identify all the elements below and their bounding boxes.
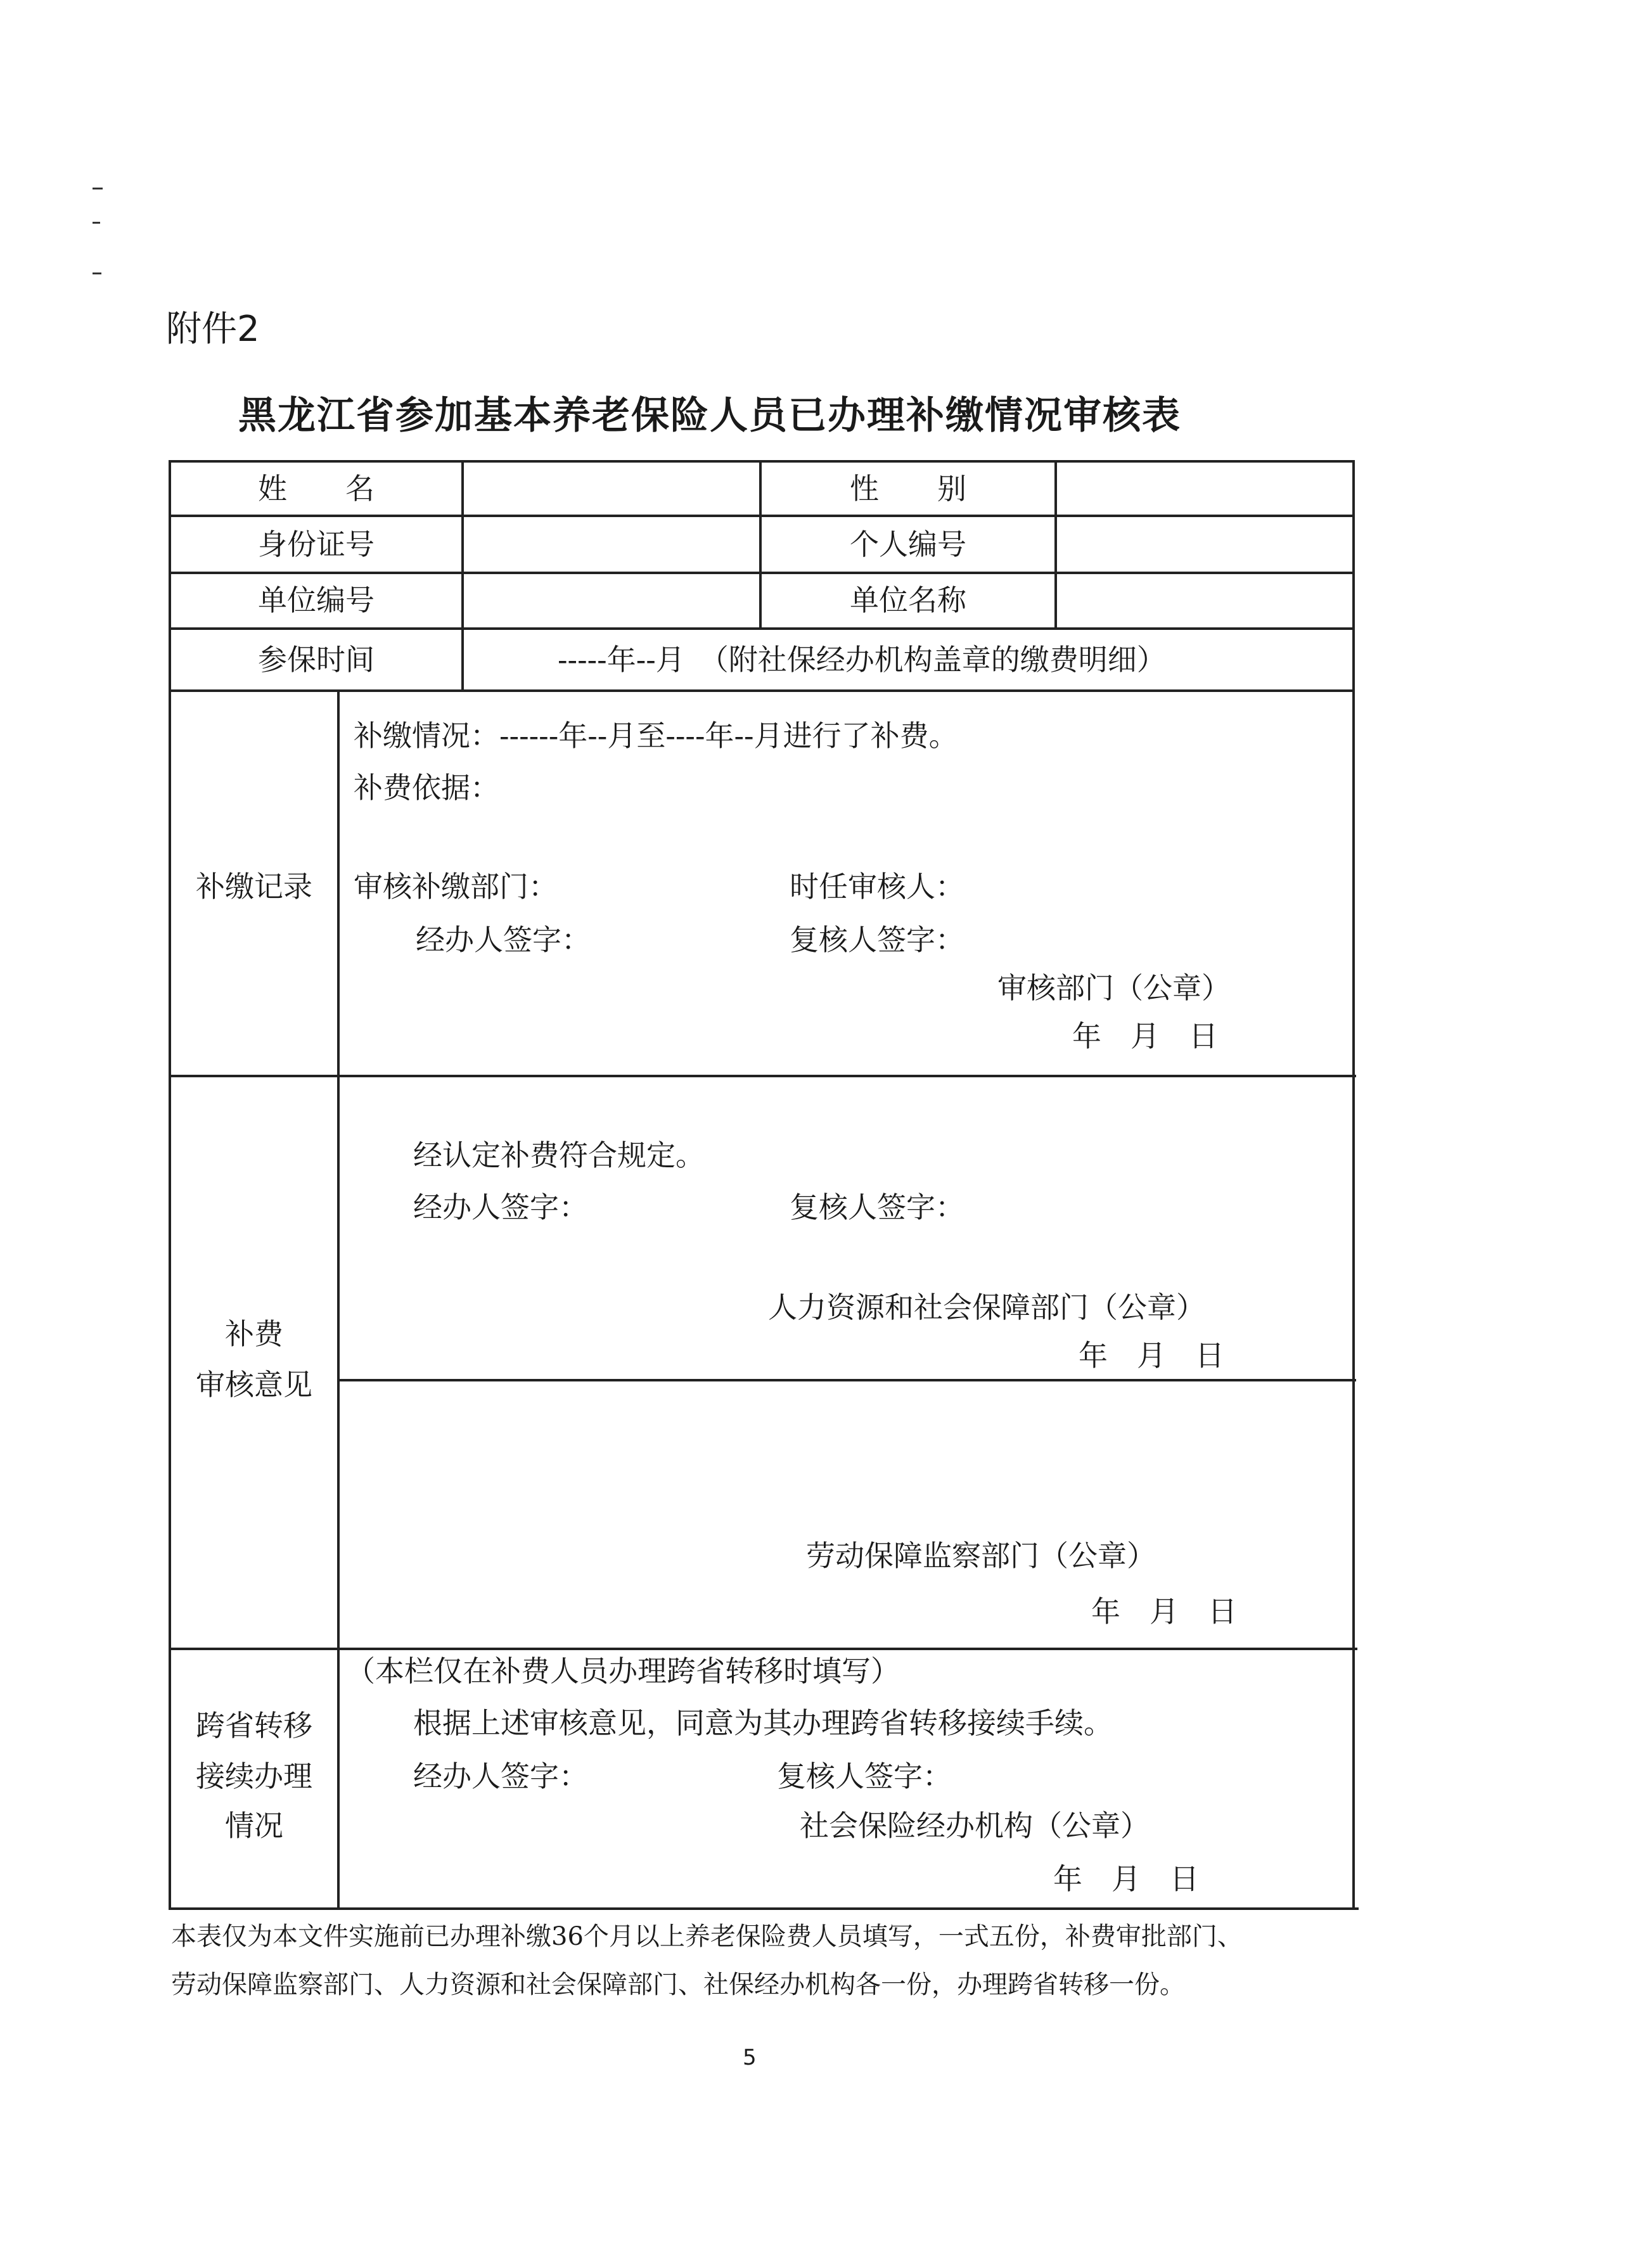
table-line bbox=[338, 1379, 1356, 1381]
id-number-field[interactable] bbox=[464, 517, 759, 572]
scan-mark bbox=[93, 188, 103, 189]
table-line bbox=[169, 1075, 1356, 1077]
audit-dept-label: 审核补缴部门： bbox=[354, 869, 558, 904]
attachment-label: 附件2 bbox=[166, 309, 260, 350]
audit-opinion-label-line1: 补费 bbox=[225, 1317, 283, 1351]
supplement-record-label: 补缴记录 bbox=[196, 869, 312, 904]
handler-sign-label: 经办人签字： bbox=[413, 1759, 588, 1793]
transfer-agreement: 根据上述审核意见，同意为其办理跨省转移接续手续。 bbox=[413, 1706, 1113, 1740]
handler-sign-label: 经办人签字： bbox=[416, 923, 591, 957]
transfer-label-line3: 情况 bbox=[225, 1809, 283, 1843]
table-line bbox=[171, 1907, 1359, 1910]
gender-field[interactable] bbox=[1057, 463, 1352, 515]
unit-name-field[interactable] bbox=[1057, 574, 1352, 627]
transfer-date-label: 年 月 日 bbox=[1053, 1862, 1199, 1896]
transfer-note: （本栏仅在补费人员办理跨省转移时填写） bbox=[346, 1654, 900, 1688]
supplement-basis-label: 补费依据： bbox=[354, 771, 499, 805]
form-title: 黑龙江省参加基本养老保险人员已办理补缴情况审核表 bbox=[238, 394, 1181, 438]
reviewer-sign-label: 复核人签字： bbox=[790, 923, 964, 957]
auditor-label: 时任审核人： bbox=[790, 869, 964, 904]
footnote-line1: 本表仅为本文件实施前已办理补缴36个月以上养老保险费人员填写，一式五份，补费审批部门、 bbox=[171, 1922, 1243, 1951]
handler-sign-label: 经办人签字： bbox=[413, 1190, 588, 1224]
table-line bbox=[1352, 460, 1355, 1910]
insured-time-label: 参保时间 bbox=[258, 643, 375, 677]
table-line bbox=[169, 689, 1355, 692]
audit-conclusion: 经认定补费符合规定。 bbox=[413, 1138, 705, 1172]
social-insurance-seal-label: 社会保险经办机构（公章） bbox=[800, 1809, 1150, 1843]
audit-opinion-label-line2: 审核意见 bbox=[196, 1368, 312, 1402]
personal-number-field[interactable] bbox=[1057, 517, 1352, 572]
transfer-label-line2: 接续办理 bbox=[196, 1759, 312, 1793]
hr-dept-seal-label: 人力资源和社会保障部门（公章） bbox=[768, 1290, 1205, 1324]
table-line bbox=[169, 1648, 1357, 1650]
reviewer-sign-label: 复核人签字： bbox=[777, 1759, 952, 1793]
name-label: 姓 名 bbox=[258, 471, 375, 506]
scan-mark bbox=[93, 272, 101, 274]
unit-number-label: 单位编号 bbox=[258, 583, 375, 617]
hr-date-label: 年 月 日 bbox=[1079, 1338, 1224, 1373]
page-number: 5 bbox=[743, 2045, 757, 2070]
audit-dept-seal-label: 审核部门（公章） bbox=[997, 971, 1231, 1005]
name-field[interactable] bbox=[464, 463, 759, 515]
personal-number-label: 个人编号 bbox=[850, 527, 966, 561]
audit-date-label: 年 月 日 bbox=[1072, 1019, 1218, 1053]
table-line bbox=[337, 689, 340, 1910]
footnote-line2: 劳动保障监察部门、人力资源和社会保障部门、社保经办机构各一份，办理跨省转移一份。 bbox=[171, 1970, 1185, 1999]
table-line bbox=[169, 460, 171, 1910]
unit-number-field[interactable] bbox=[464, 574, 759, 627]
transfer-label-line1: 跨省转移 bbox=[196, 1708, 312, 1743]
insured-time-value: -----年--月 （附社保经办机构盖章的缴费明细） bbox=[558, 643, 1166, 677]
id-number-label: 身份证号 bbox=[258, 527, 375, 561]
labor-inspection-date-label: 年 月 日 bbox=[1091, 1594, 1237, 1629]
unit-name-label: 单位名称 bbox=[850, 583, 966, 617]
gender-label: 性 别 bbox=[850, 471, 966, 506]
scan-mark bbox=[93, 222, 100, 224]
reviewer-sign-label: 复核人签字： bbox=[790, 1190, 964, 1224]
labor-inspection-seal-label: 劳动保障监察部门（公章） bbox=[806, 1539, 1156, 1573]
table-line bbox=[169, 627, 1355, 630]
supplement-status-line: 补缴情况：------年--月至----年--月进行了补费。 bbox=[354, 719, 958, 753]
